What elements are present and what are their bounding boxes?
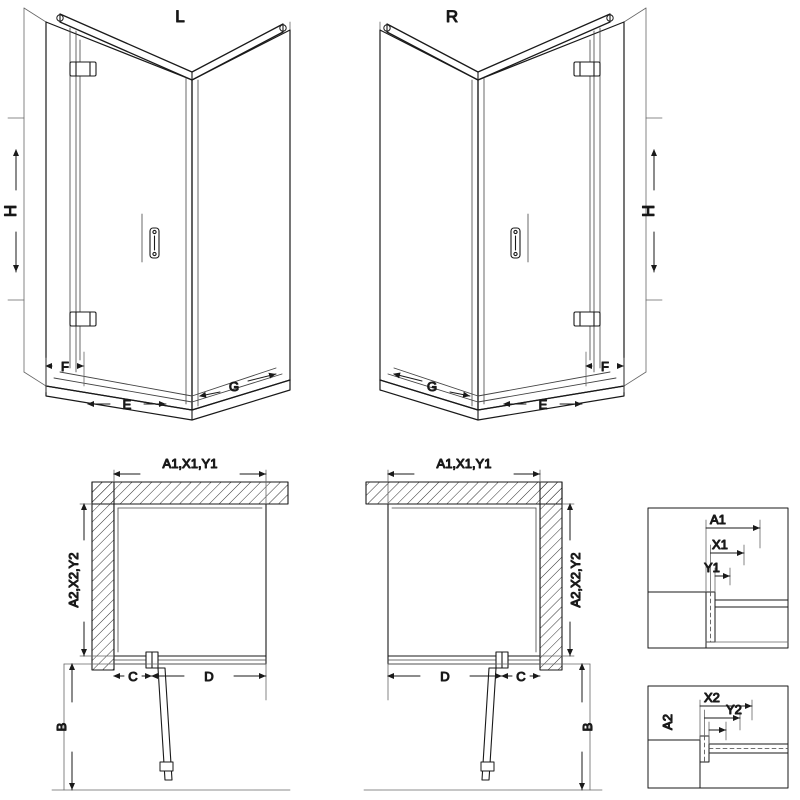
door-handle-left [150, 228, 159, 258]
label-B-left: B [54, 722, 69, 732]
label-Y1-detail: Y1 [704, 560, 720, 575]
label-D-right: D [440, 669, 450, 684]
label-A1-detail: A1 [710, 512, 726, 527]
label-A2-detail: A2 [660, 714, 675, 730]
view-title-right: R [445, 7, 459, 26]
perspective-view-right [380, 7, 662, 420]
label-Y2-detail: Y2 [726, 702, 742, 717]
label-A2X2Y2-right: A2,X2,Y2 [568, 552, 583, 608]
label-E-left: E [122, 397, 132, 412]
label-C-right: C [516, 669, 526, 684]
plan-view-left [52, 456, 290, 790]
hinge-lower-left [70, 312, 96, 326]
label-X2-detail: X2 [704, 690, 720, 705]
label-C-left: C [128, 669, 138, 684]
door-handle-right [511, 228, 520, 258]
label-A1X1Y1-right: A1,X1,Y1 [436, 456, 492, 471]
label-E-right: E [538, 397, 548, 412]
door-leaf-open-right [481, 652, 508, 780]
hinge-lower-right [574, 312, 600, 326]
view-title-left: L [175, 7, 185, 26]
hinge-upper-left [70, 62, 96, 76]
label-A2X2Y2-left: A2,X2,Y2 [66, 552, 81, 608]
label-D-left: D [204, 669, 214, 684]
label-F-right: F [601, 359, 609, 374]
door-leaf-open-left [146, 652, 173, 780]
detail-view-top [648, 508, 788, 648]
plan-view-right [364, 456, 602, 790]
label-H-right: H [639, 204, 658, 218]
perspective-view-left [1, 7, 290, 420]
detail-view-bottom [648, 686, 788, 788]
label-H-left: H [1, 204, 20, 218]
label-F-left: F [61, 359, 69, 374]
label-G-right: G [426, 379, 438, 394]
label-B-right: B [580, 722, 595, 732]
label-G-left: G [228, 379, 240, 394]
hinge-upper-right [574, 62, 600, 76]
label-X1-detail: X1 [712, 537, 728, 552]
label-A1X1Y1-left: A1,X1,Y1 [162, 456, 218, 471]
